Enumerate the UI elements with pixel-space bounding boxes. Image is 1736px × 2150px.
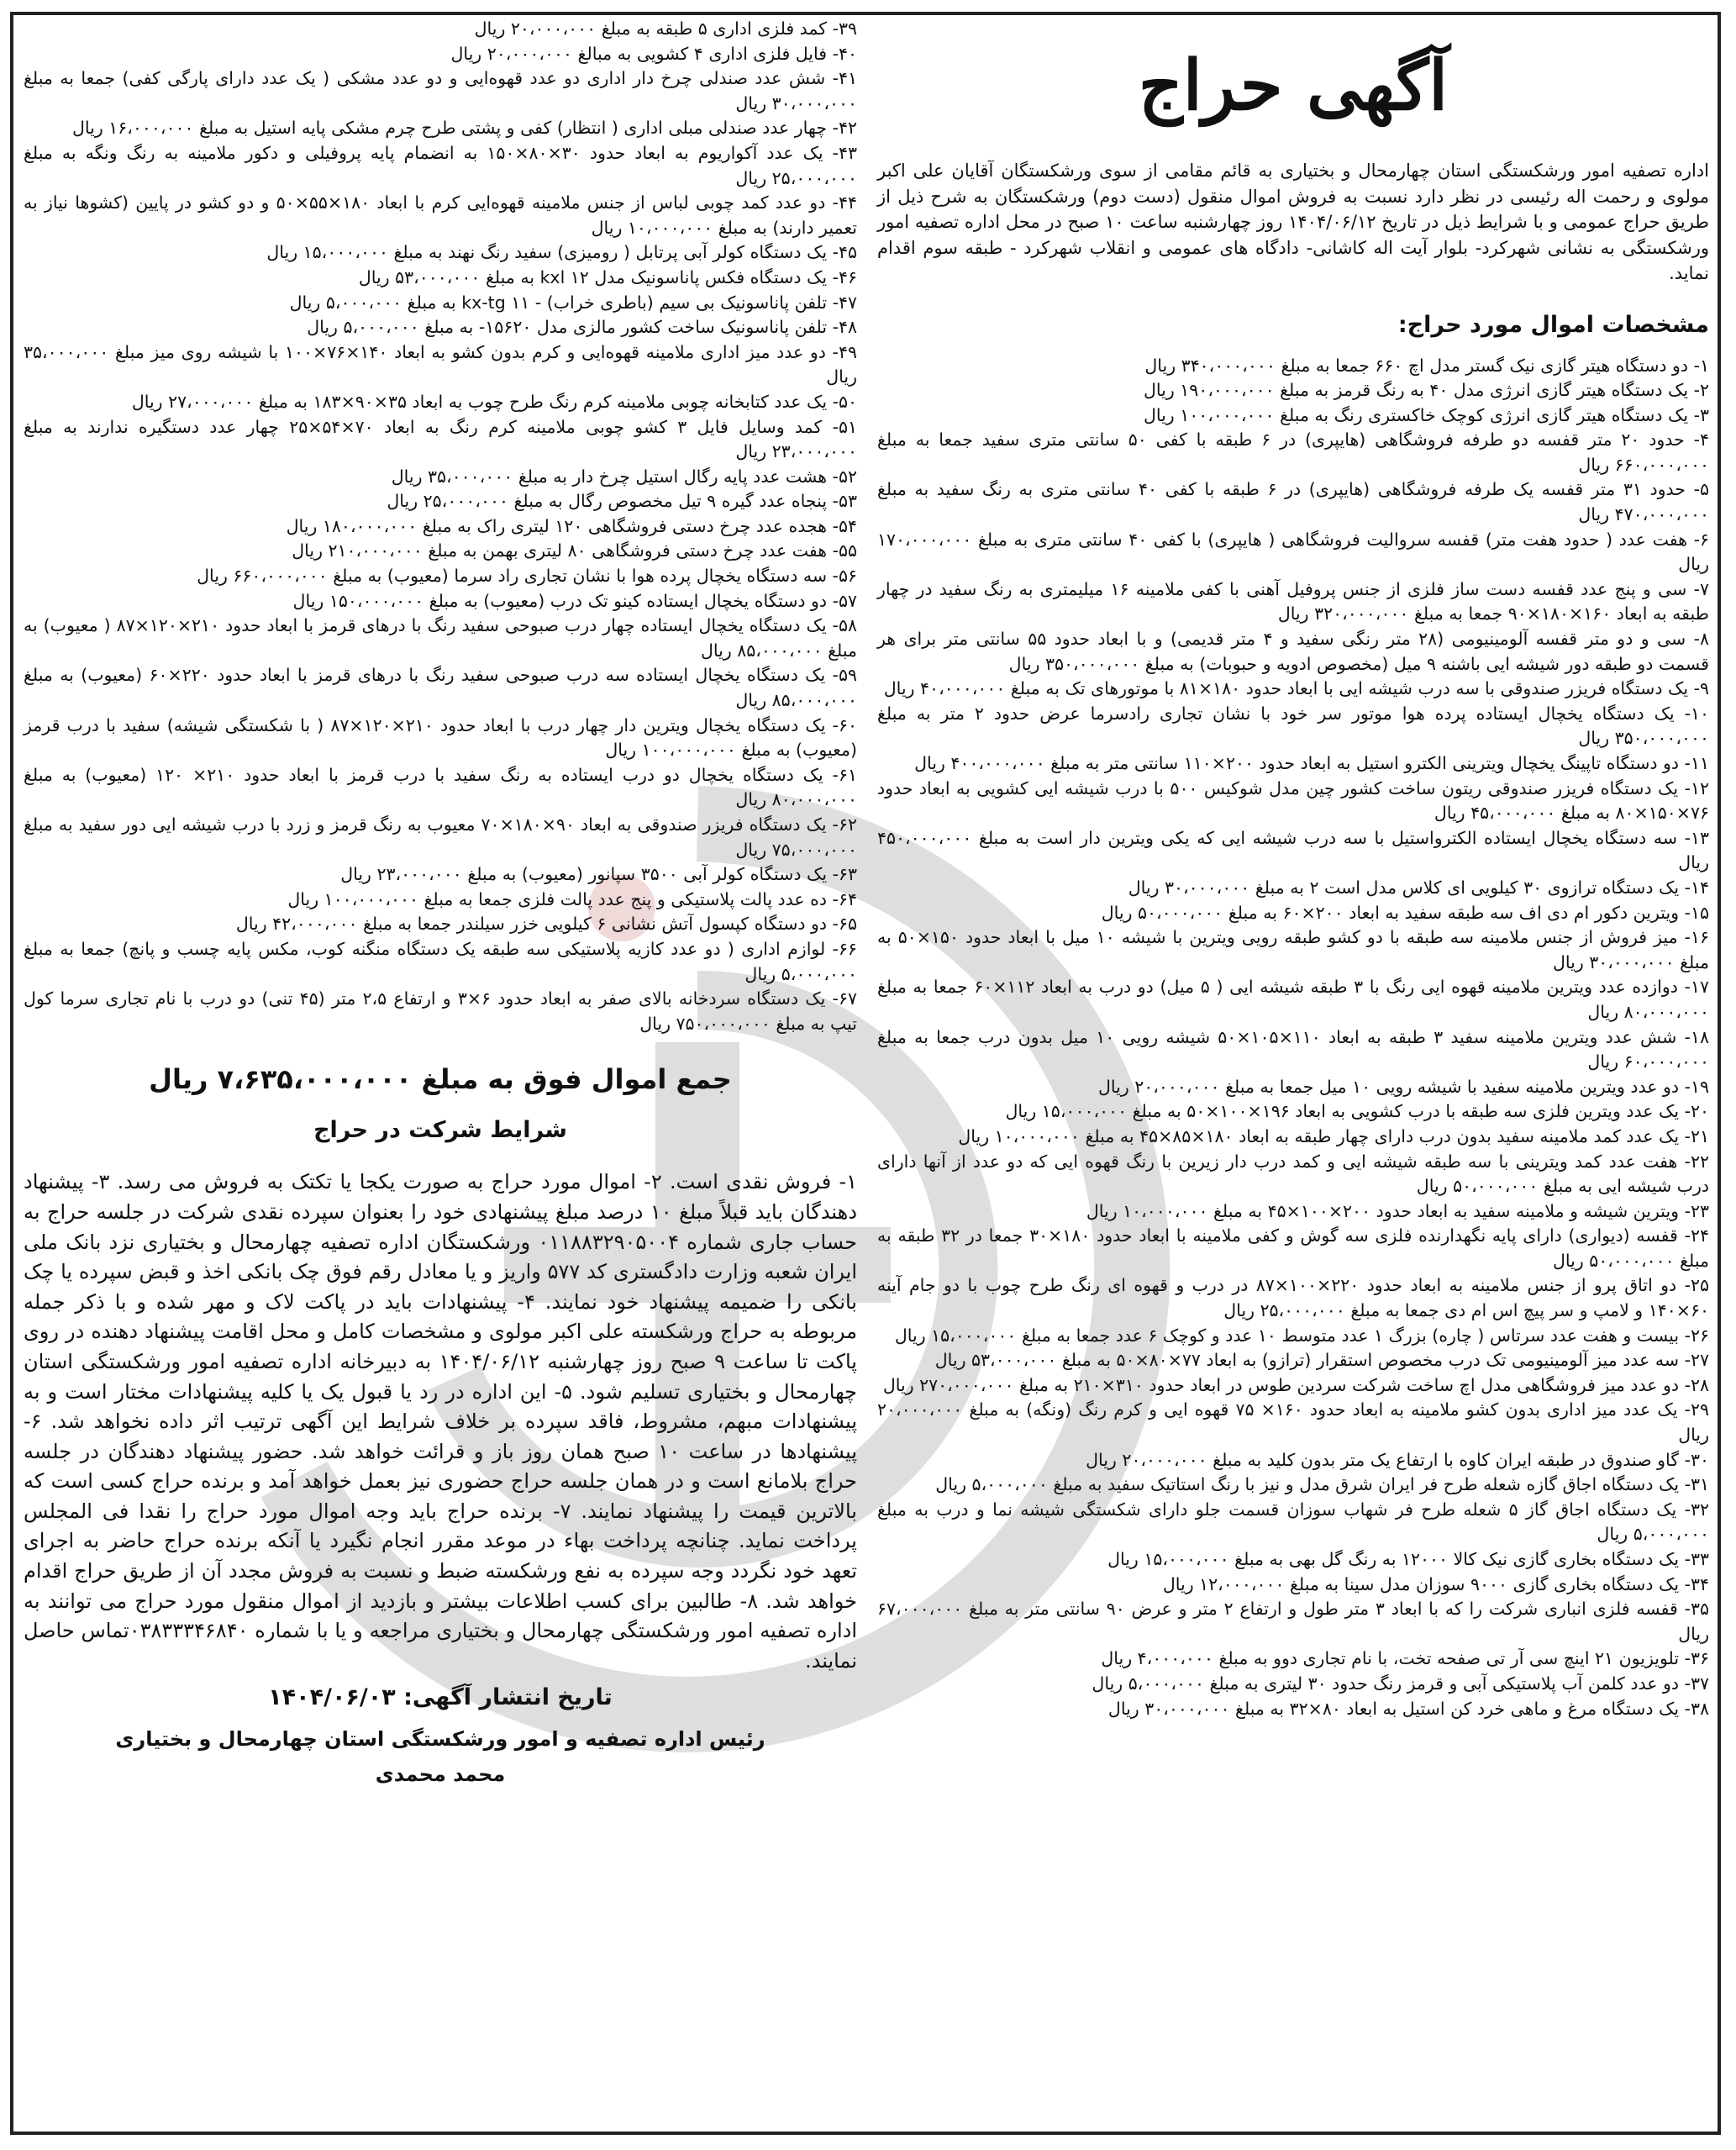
list-item: ۴۴- دو عدد کمد چوبی لباس از جنس ملامینه قهوه‌ایی کرم با ابعاد ۱۸۰×۵۵×۵۰ و دو کشو در پایین (کشوها نیاز به تعمیر دارند) به مبلغ ۱۰،۰۰۰،۰۰۰ ریال — [24, 192, 857, 238]
list-item: ۶۱- یک دستگاه یخچال دو درب ایستاده به رنگ سفید با درب قرمز با ابعاد حدود ۲۱۰× ۱۲۰ (معیوب) به مبلغ ۸۰،۰۰۰،۰۰۰ ریال — [24, 764, 857, 810]
list-item: ۱۶- میز فروش از جنس ملامینه سه طبقه با دو کشو طبقه رویی ویترین با شیشه ۱۰ میل با ابعاد حدود ۱۵۰×۵۰ به مبلغ ۳۰،۰۰۰،۰۰۰ ریال — [877, 927, 1709, 972]
list-item: ۶۳- یک دستگاه کولر آبی ۳۵۰۰ سپانور (معیوب) به مبلغ ۲۳،۰۰۰،۰۰۰ ریال — [340, 864, 857, 885]
signer-title: رئیس اداره تصفیه و امور ورشکستگی استان چهارمحال و بختیاری — [115, 1727, 765, 1752]
list-item: ۴۵- یک دستگاه کولر آبی پرتابل ( رومیزی) سفید رنگ نهند به مبلغ ۱۵،۰۰۰،۰۰۰ ریال — [266, 242, 857, 263]
right-column — [877, 20, 1709, 1721]
list-item: ۵۹- یک دستگاه یخچال ایستاده سه درب صبوحی سفید رنگ با درهای قرمز با ابعاد حدود ۲۲۰×۶۰ (معیوب) به مبلغ ۸۵،۰۰۰،۰۰۰ ریال — [24, 665, 857, 711]
list-item: ۴۰- فایل فلزی اداری ۴ کشویی به مبالغ ۲۰،۰۰۰،۰۰۰ ریال — [450, 43, 857, 64]
list-item: ۶۶- لوازم اداری ( دو عدد کازیه پلاستیکی سه طبقه یک دستگاه منگنه کوب، مکس پایه چسب و پانچ) جمعا به مبلغ ۵،۰۰۰،۰۰۰ ریال — [24, 938, 857, 984]
list-item: ۱۰- یک دستگاه یخچال ایستاده پرده هوا موتور سر خود با نشان تجاری رادسرما عرض حدود ۲ متر به مبلغ ۳۵۰،۰۰۰،۰۰۰ ریال — [877, 703, 1709, 749]
list-item: ۱۵- ویترین دکور ام دی اف سه طبقه سفید به ابعاد ۲۰۰×۶۰ به مبلغ ۵۰،۰۰۰،۰۰۰ ریال — [1101, 902, 1709, 923]
list-item: ۶۷- یک دستگاه سردخانه بالای صفر به ابعاد حدود ۶×۳ و ارتفاع ۲،۵ متر (۴۵ تنی) دو درب با نام تجاری سرما کول تیپ به مبلغ ۷۵۰،۰۰۰،۰۰۰ ریال — [24, 988, 857, 1034]
list-item: ۴۶- یک دستگاه فکس پاناسونیک مدل kxl ۱۲ به مبلغ ۵۳،۰۰۰،۰۰۰ ریال — [358, 266, 857, 287]
list-item: ۱۹- دو عدد ویترین ملامینه سفید با شیشه رویی ۱۰ میل جمعا به مبلغ ۲۰،۰۰۰،۰۰۰ ریال — [1098, 1076, 1709, 1097]
left-column — [24, 17, 857, 1792]
list-item: ۵۶- سه دستگاه یخچال پرده هوا با نشان تجاری راد سرما (معیوب) به مبلغ ۶۶۰،۰۰۰،۰۰۰ ریال — [197, 566, 857, 587]
total-amount: جمع اموال فوق به مبلغ ۷،۶۳۵،۰۰۰،۰۰۰ ریال — [149, 1063, 732, 1096]
list-item: ۴- حدود ۲۰ متر قفسه دو طرفه فروشگاهی (هایپری) در ۶ طبقه با کفی ۵۰ سانتی متری سفید جمعا به مبلغ ۶۶۰،۰۰۰،۰۰۰ ریال — [877, 429, 1709, 475]
list-item: ۵۵- هفت عدد چرخ دستی فروشگاهی ۸۰ لیتری بهمن به مبلغ ۲۱۰،۰۰۰،۰۰۰ ریال — [292, 540, 857, 561]
list-item: ۷- سی و پنج عدد قفسه دست ساز فلزی از جنس پروفیل آهنی با کفی ملامینه ۱۶ میلیمتری به رنگ سفید در چهار طبقه به ابعاد ۱۶۰×۱۸۰×۹۰ جمعا به مبلغ ۳۲۰،۰۰۰،۰۰۰ ریال — [877, 578, 1709, 624]
list-item: ۵- حدود ۳۱ متر قفسه یک طرفه فروشگاهی (هایپری) در ۶ طبقه با کفی ۴۰ سانتی متری به رنگ سفید به مبلغ ۴۷۰،۰۰۰،۰۰۰ ریال — [877, 479, 1709, 525]
list-item: ۶۲- یک دستگاه فریزر صندوقی به ابعاد ۹۰×۱۸۰×۷۰ معیوب به رنگ قرمز و زرد با درب شیشه ایی دور سفید به مبلغ ۷۵،۰۰۰،۰۰۰ ریال — [24, 814, 857, 860]
list-item: ۳۳- یک دستگاه بخاری گازی نیک کالا ۱۲۰۰۰ به رنگ گل بهی به مبلغ ۱۵،۰۰۰،۰۰۰ ریال — [1107, 1549, 1709, 1569]
list-item: ۲۷- سه عدد میز آلومینیومی تک درب مخصوص استقرار (ترازو) به ابعاد ۷۷×۸۰×۵۰ به مبلغ ۵۳،۰۰۰،۰۰۰ ریال — [934, 1350, 1709, 1371]
list-item: ۳- یک دستگاه هیتر گازی انرژی کوچک خاکستری رنگ به مبلغ ۱۰۰،۰۰۰،۰۰۰ ریال — [1143, 404, 1709, 425]
list-item: ۵۲- هشت عدد پایه رگال استیل چرخ دار به مبلغ ۳۵،۰۰۰،۰۰۰ ریال — [391, 466, 857, 487]
signer-name: محمد محمدی — [375, 1763, 506, 1787]
list-item: ۴۲- چهار عدد صندلی مبلی اداری ( انتظار) کفی و پشتی طرح چرم مشکی پایه استیل به مبلغ ۱۶،۰۰۰،۰۰۰ ریال — [71, 118, 857, 139]
list-item: ۸- سی و دو متر قفسه آلومینیومی (۲۸ متر رنگی سفید و ۴ متر قدیمی) و با ابعاد حدود ۵۵ سانتی متر برای هر قسمت دو طبقه دور شیشه ایی باشنه ۹ میل (مخصوص ادویه و حبوبات) به مبلغ ۳۵۰،۰۰۰،۰۰۰ ریال — [877, 629, 1709, 674]
intro-paragraph: اداره تصفیه امور ورشکستگی استان چهارمحال و بختیاری به قائم مقامی از سوی ورشکستگان آقایان علی اکبر مولوی و رحمت اله رئیسی در نظر دارد نسبت به فروش اموال منقول (دست دوم) ورشکستگان به شرح ذیل از طریق حراج عمومی و با شرایط ذیل در تاریخ ۱۴۰۴/۰۶/۱۲ روز چهارشنبه ساعت ۱۰ صبح در محل اداره تصفیه امور ورشکستگی به نشانی شهرکرد- بلوار آیت اله کاشانی- دادگاه های عمومی و انقلاب شهرکرد - طبقه سوم اقدام نماید. — [877, 161, 1709, 283]
list-item: ۳۸- یک دستگاه مرغ و ماهی خرد کن استیل به ابعاد ۸۰×۳۲ به مبلغ ۳۰،۰۰۰،۰۰۰ ریال — [1107, 1698, 1709, 1719]
list-item: ۵۷- دو دستگاه یخچال ایستاده کینو تک درب (معیوب) به مبلغ ۱۵۰،۰۰۰،۰۰۰ ریال — [292, 590, 857, 611]
list-item: ۲۹- یک عدد میز اداری بدون کشو ملامینه به ابعاد حدود ۱۶۰× ۷۵ قهوه ایی و کرم رنگ (ونگه) به مبلغ ۲۰،۰۰۰،۰۰۰ ریال — [877, 1399, 1709, 1446]
list-item: ۱۷- دوازده عدد ویترین ملامینه قهوه ایی رنگ با ۳ طبقه شیشه ایی ( ۵ میل) دو درب به ابعاد ۱۱۲×۶۰ جمعا به مبلغ ۸۰،۰۰۰،۰۰۰ ریال — [877, 977, 1709, 1022]
list-item: ۱۱- دو دستگاه تاپینگ یخچال ویترینی الکترو استیل به ابعاد حدود ۲۰۰×۱۱۰ سانتی متر به مبلغ ۴۰۰،۰۰۰،۰۰۰ ریال — [914, 753, 1709, 773]
list-item: ۲۲- هفت عدد کمد ویترینی با سه طبقه شیشه ایی و کمد درب دار زیرین با رنگ قهوه ایی که دو عدد از آنها دارای درب شیشه ایی به مبلغ ۵۰،۰۰۰،۰۰۰ ریال — [877, 1151, 1709, 1197]
list-item: ۳۰- گاو صندوق در طبقه ایران کاوه با ارتفاع یک متر بدون کلید به مبلغ ۲۰،۰۰۰،۰۰۰ ریال — [1086, 1449, 1709, 1470]
list-item: ۱۸- شش عدد ویترین ملامینه سفید ۳ طبقه به ابعاد ۱۱۰×۱۰۵×۵۰ شیشه رویی ۱۰ میل بدون درب جمعا به مبلغ ۶۰،۰۰۰،۰۰۰ ریال — [877, 1026, 1709, 1072]
list-item: ۳۱- یک دستگاه اجاق گازه شعله طرح فر ایران شرق مدل و نیز با رنگ استاتیک سفید به مبلغ ۵،۰۰۰،۰۰۰ ریال — [935, 1474, 1709, 1495]
list-item: ۵۱- کمد وسایل فایل ۳ کشو چوبی ملامینه کرم رنگ به ابعاد ۷۰×۵۴×۲۵ چهار عدد دستگیره ندارند به مبلغ ۲۳،۰۰۰،۰۰۰ ریال — [24, 416, 857, 462]
publish-date: تاریخ انتشار آگهی: ۱۴۰۴/۰۶/۰۳ — [268, 1684, 613, 1711]
list-item: ۳۶- تلویزیون ۲۱ اینچ سی آر تی صفحه تخت، با نام تجاری دوو به مبلغ ۴،۰۰۰،۰۰۰ ریال — [1101, 1648, 1709, 1669]
list-item: ۲۴- قفسه (دیواری) دارای پایه نگهدارنده فلزی سه گوش و کفی ملامینه با ابعاد حدود ۱۸۰×۳۰ جمعا در ۳۲ طبقه به مبلغ ۵۰،۰۰۰،۰۰۰ ریال — [877, 1225, 1709, 1271]
list-item: ۳۴- یک دستگاه بخاری گازی ۹۰۰۰ سوزان مدل سینا به مبلغ ۱۲،۰۰۰،۰۰۰ ریال — [1162, 1573, 1709, 1594]
list-item: ۹- یک دستگاه فریزر صندوقی با سه درب شیشه ایی با ابعاد حدود ۱۸۰×۸۱ با موتورهای تک به مبلغ ۴۰،۰۰۰،۰۰۰ ریال — [883, 678, 1709, 699]
list-item: ۱۴- یک دستگاه ترازوی ۳۰ کیلویی ای کلاس مدل است ۲ به مبلغ ۳۰،۰۰۰،۰۰۰ ریال — [1128, 877, 1709, 898]
list-item: ۲۱- یک عدد کمد ملامینه سفید بدون درب دارای چهار طبقه به ابعاد ۱۸۰×۸۵×۴۵ به مبلغ ۱۰،۰۰۰،۰۰۰ ریال — [958, 1125, 1709, 1146]
list-item: ۱۳- سه دستگاه یخچال ایستاده الکترواستیل با سه درب شیشه ایی که یکی ویترین دار است به مبلغ ۴۵۰،۰۰۰،۰۰۰ ریال — [877, 827, 1709, 873]
list-item: ۲۶- بیست و هفت عدد سرتاس ( چاره) بزرگ ۱ عدد متوسط ۱۰ عدد و کوچک ۶ عدد جمعا به مبلغ ۱۵،۰۰۰،۰۰۰ ریال — [894, 1325, 1709, 1346]
list-item: ۴۳- یک عدد آکواریوم به ابعاد حدود ۳۰×۸۰×۱۵۰ به انضمام پایه پروفیلی و دکور ملامینه به رنگ ونگه به مبلغ ۲۵،۰۰۰،۰۰۰ ریال — [24, 142, 858, 188]
list-item: ۲- یک دستگاه هیتر گازی انرژی مدل ۴۰ به رنگ قرمز به مبلغ ۱۹۰،۰۰۰،۰۰۰ ریال — [1144, 380, 1709, 401]
items-list-left — [24, 17, 857, 1036]
list-item: ۳۷- دو عدد کلمن آب پلاستیکی آبی و قرمز رنگ حدود ۳۰ لیتری به مبلغ ۵،۰۰۰،۰۰۰ ریال — [1092, 1673, 1709, 1694]
list-item: ۵۴- هجده عدد چرخ دستی فروشگاهی ۱۲۰ لیتری راک به مبلغ ۱۸۰،۰۰۰،۰۰۰ ریال — [286, 515, 857, 536]
conditions-paragraph: ۱- فروش نقدی است. ۲- اموال مورد حراج به صورت یکجا یا تکتک به فروش می رسد. ۳- پیشنهاد دهندگان باید قبلاً مبلغ ۱۰ درصد مبلغ پیشنهادی خود را بعنوان سپرده نقدی شرکت در جلسه حراج به حساب جاری شماره ۰۱۱۸۸۳۲۹۰۵۰۰۴ ورشکستگان اداره تصفیه چهارمحال و بختیاری نزد بانک ملی ایران شعبه وزارت دادگستری کد ۵۷۷ واریز و یا معادل رقم فوق چک بانکی اخذ و قبض سپرده یا چک بانکی را ضمیمه پیشنهاد خود نمایند. ۴- پیشنهادات باید در پاکت لاک و مهر شده و با ذکر جمله مربوطه به حراج ورشکسته علی اکبر مولوی و مشخصات کامل و محل اقامت پیشنهاد دهنده در روی پاکت تا ساعت ۹ صبح روز چهارشنبه ۱۴۰۴/۰۶/۱۲ به دبیرخانه اداره تصفیه امور ورشکستگی استان چهارمحال و بختیاری تسلیم شود. ۵- این اداره در رد یا قبول یک یا کلیه پیشنهادات مختار است و به پیشنهادات مبهم، مشروط، فاقد سپرده بر خلاف شرایط این آگهی ترتیب اثر داده نخواهد شد. ۶- پیشنهادها در ساعت ۱۰ صبح همان روز باز و قرائت خواهد شد. حضور پیشنهاد دهندگان در جلسه حراج بلامانع است و در همان جلسه حراج حضوری نیز بعمل خواهد آمد و برنده حراج کسی است که بالاترین قیمت را پیشنهاد نمایند. ۷- برنده حراج باید وجه اموال مورد حراج را نقدا فی المجلس پرداخت نماید. چنانچه پرداخت بهاء در موعد مقرر انجام نگیرد یا آنکه برنده حراج حاضر به اجرای تعهد خود نگردد وجه سپرده به نفع ورشکسته ضبط و نسبت به فروش مجدد آن از طریق حراج اقدام خواهد شد. ۸- طالبین برای کسب اطلاعات بیشتر و بازدید از اموال منقول مورد حراج می توانند به اداره تصفیه امور ورشکستگی چهارمحال و بختیاری مراجعه و یا با شماره ۰۳۸۳۳۳۴۶۸۴۰تماس حاصل نمایند. — [24, 1170, 858, 1673]
items-heading: مشخصات اموال مورد حراج: — [1397, 311, 1709, 338]
list-item: ۵۰- یک عدد کتابخانه چوبی ملامینه کرم رنگ طرح چوب به ابعاد ۳۵×۹۰×۱۸۳ به مبلغ ۲۷،۰۰۰،۰۰۰ ریال — [131, 391, 857, 412]
list-item: ۳۲- یک دستگاه اجاق گاز ۵ شعله طرح فر شهاب سوزان قسمت جلو دارای شکستگی شیشه نما و درب به مبلغ ۵،۰۰۰،۰۰۰ ریال — [877, 1499, 1709, 1545]
list-item: ۵۸- یک دستگاه یخچال ایستاده چهار درب صبوحی سفید رنگ با درهای قرمز با ابعاد حدود ۲۱۰×۱۲۰×۸۷ ( معیوب) به مبلغ ۸۵،۰۰۰،۰۰۰ ریال — [24, 615, 857, 661]
list-item: ۶۰- یک دستگاه یخچال ویترین دار چهار درب با ابعاد حدود ۲۱۰×۱۲۰×۸۷ ( با شکستگی شیشه) سفید با درب قرمز (معیوب) به مبلغ ۱۰۰،۰۰۰،۰۰۰ ریال — [24, 714, 857, 761]
list-item: ۱۲- یک دستگاه فریزر صندوقی ریتون ساخت کشور چین مدل شوکیس ۵۰۰ با درب شیشه ایی کشویی به ابعاد حدود ۷۶×۱۵۰×۸۰ به مبلغ ۴۵،۰۰۰،۰۰۰ ریال — [877, 777, 1709, 824]
list-item: ۳۹- کمد فلزی اداری ۵ طبقه به مبلغ ۲۰،۰۰۰،۰۰۰ ریال — [474, 18, 857, 39]
items-list-right — [877, 354, 1709, 1722]
list-item: ۶۴- ده عدد پالت پلاستیکی و پنج عدد پالت فلزی جمعا به مبلغ ۱۰۰،۰۰۰،۰۰۰ ریال — [287, 888, 857, 909]
list-item: ۴۹- دو عدد میز اداری ملامینه قهوه‌ایی و کرم بدون کشو به ابعاد ۱۴۰×۷۶×۱۰۰ با شیشه روی میز مبلغ ۳۵،۰۰۰،۰۰۰ ریال — [24, 341, 857, 387]
list-item: ۱- دو دستگاه هیتر گازی نیک گستر مدل اچ ۶۶۰ جمعا به مبلغ ۳۴۰،۰۰۰،۰۰۰ ریال — [1144, 355, 1709, 376]
list-item: ۴۷- تلفن پاناسونیک بی سیم (باطری خراب) - kx-tg ۱۱ به مبلغ ۵،۰۰۰،۰۰۰ ریال — [289, 292, 857, 313]
page-title: آگهی حراج — [1138, 45, 1449, 126]
list-item: ۵۳- پنجاه عدد گیره ۹ تیل مخصوص رگال به مبلغ ۲۵،۰۰۰،۰۰۰ ریال — [387, 491, 857, 512]
list-item: ۳۵- قفسه فلزی انباری شرکت را که با ابعاد ۳ متر طول و ارتفاع ۲ متر و عرض ۹۰ سانتی متر به مبلغ ۶۷،۰۰۰،۰۰۰ ریال — [877, 1599, 1709, 1644]
list-item: ۴۸- تلفن پاناسونیک ساخت کشور مالزی مدل ۱۵۶۲۰- به مبلغ ۵،۰۰۰،۰۰۰ ریال — [307, 317, 857, 338]
list-item: ۶۵- دو دستگاه کپسول آتش نشانی ۶ کیلویی خزر سیلندر جمعا به مبلغ ۴۲،۰۰۰،۰۰۰ ریال — [235, 914, 857, 935]
list-item: ۲۸- دو عدد میز فروشگاهی مدل اچ ساخت شرکت سردین طوس در ابعاد حدود ۳۱۰×۲۱۰ به مبلغ ۲۷۰،۰۰۰،۰۰۰ ریال — [882, 1374, 1709, 1395]
list-item: ۴۱- شش عدد صندلی چرخ دار اداری دو عدد قهوه‌ایی و دو عدد مشکی ( یک عدد دارای پارگی کفی) جمعا به مبلغ ۳۰،۰۰۰،۰۰۰ ریال — [24, 68, 857, 113]
list-item: ۲۵- دو اتاق پرو از جنس ملامینه به ابعاد حدود ۲۲۰×۱۰۰×۸۷ در درب و قهوه ای رنگ طرح چوب با دو جام آینه ۶۰×۱۴۰ و لامپ و سر پیچ اس ام دی جمعا به مبلغ ۲۵،۰۰۰،۰۰۰ ریال — [877, 1275, 1709, 1321]
list-item: ۲۳- ویترین شیشه و ملامینه سفید به ابعاد حدود ۲۰۰×۱۰۰×۴۵ به مبلغ ۱۰،۰۰۰،۰۰۰ ریال — [1086, 1200, 1709, 1221]
list-item: ۲۰- یک عدد ویترین فلزی سه طبقه با درب کشویی به ابعاد ۱۹۶×۱۰۰×۵۰ به مبلغ ۱۵،۰۰۰،۰۰۰ ریال — [1005, 1101, 1709, 1122]
list-item: ۶- هفت عدد ( حدود هفت متر) قفسه سروالیت فروشگاهی ( هایپری) با کفی ۴۰ سانتی متری به مبلغ ۱۷۰،۰۰۰،۰۰۰ ریال — [877, 529, 1709, 575]
conditions-heading: شرایط شرکت در حراج — [313, 1117, 567, 1144]
